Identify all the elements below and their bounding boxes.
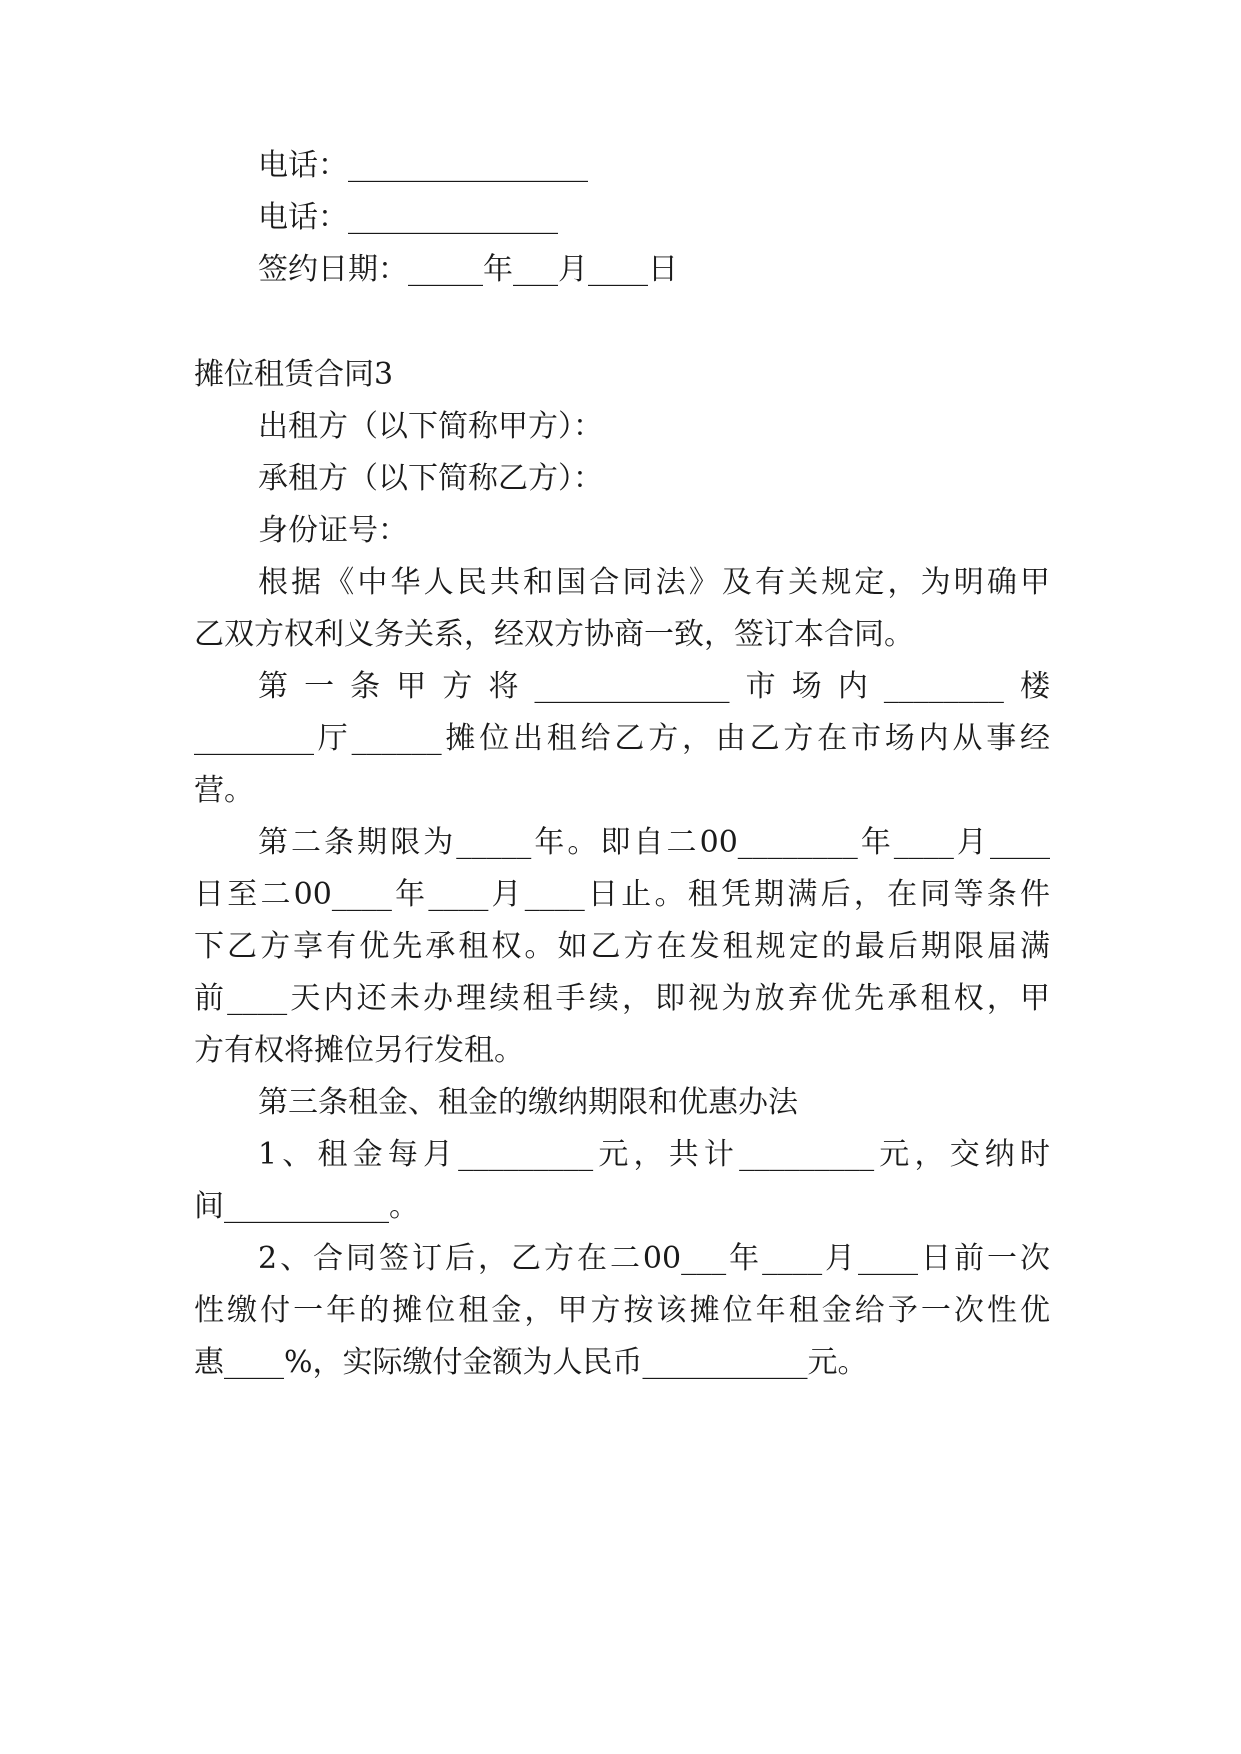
article-1-line-1: 第一条甲方将_____________市场内________楼 bbox=[258, 669, 1050, 704]
article-1-line-2: ________厅______摊位出租给乙方，由乙方在市场内从事经 bbox=[194, 721, 1050, 756]
lessee-line: 承租方（以下简称乙方）： bbox=[258, 461, 603, 496]
article-2-line-5: 方有权将摊位另行发租。 bbox=[194, 1033, 524, 1068]
article-3-item-1-line-1: 1、租金每月_________元，共计_________元，交纳时 bbox=[258, 1137, 1050, 1172]
article-3-item-2-line-2: 性缴付一年的摊位租金，甲方按该摊位年租金给予一次性优 bbox=[194, 1293, 1050, 1328]
article-3-item-1-line-2: 间___________。 bbox=[194, 1189, 419, 1224]
id-number-line: 身份证号： bbox=[258, 513, 408, 548]
article-1-line-3: 营。 bbox=[194, 773, 254, 808]
contract-title: 摊位租赁合同3 bbox=[194, 357, 394, 392]
article-3-item-2-line-1: 2、合同签订后，乙方在二00___年____月____日前一次 bbox=[258, 1241, 1050, 1276]
phone-line-2: 电话：______________ bbox=[258, 200, 558, 235]
article-2-line-4: 前____天内还未办理续租手续，即视为放弃优先承租权，甲 bbox=[194, 981, 1050, 1016]
lessor-line: 出租方（以下简称甲方）： bbox=[258, 409, 603, 444]
article-2-line-3: 下乙方享有优先承租权。如乙方在发租规定的最后期限届满 bbox=[194, 929, 1050, 964]
article-3-item-2-line-3: 惠____%，实际缴付金额为人民币___________元。 bbox=[194, 1345, 868, 1380]
article-2-line-2: 日至二00____年____月____日止。租凭期满后，在同等条件 bbox=[194, 877, 1050, 912]
article-3-heading: 第三条租金、租金的缴纳期限和优惠办法 bbox=[258, 1085, 798, 1120]
phone-line-1: 电话：________________ bbox=[258, 148, 588, 183]
sign-date-line: 签约日期：_____年___月____日 bbox=[258, 252, 678, 287]
article-2-line-1: 第二条期限为_____年。即自二00________年____月____ bbox=[258, 825, 1050, 860]
preamble-line-2: 乙双方权利义务关系，经双方协商一致，签订本合同。 bbox=[194, 617, 914, 652]
preamble-line-1: 根据《中华人民共和国合同法》及有关规定，为明确甲 bbox=[258, 565, 1050, 600]
